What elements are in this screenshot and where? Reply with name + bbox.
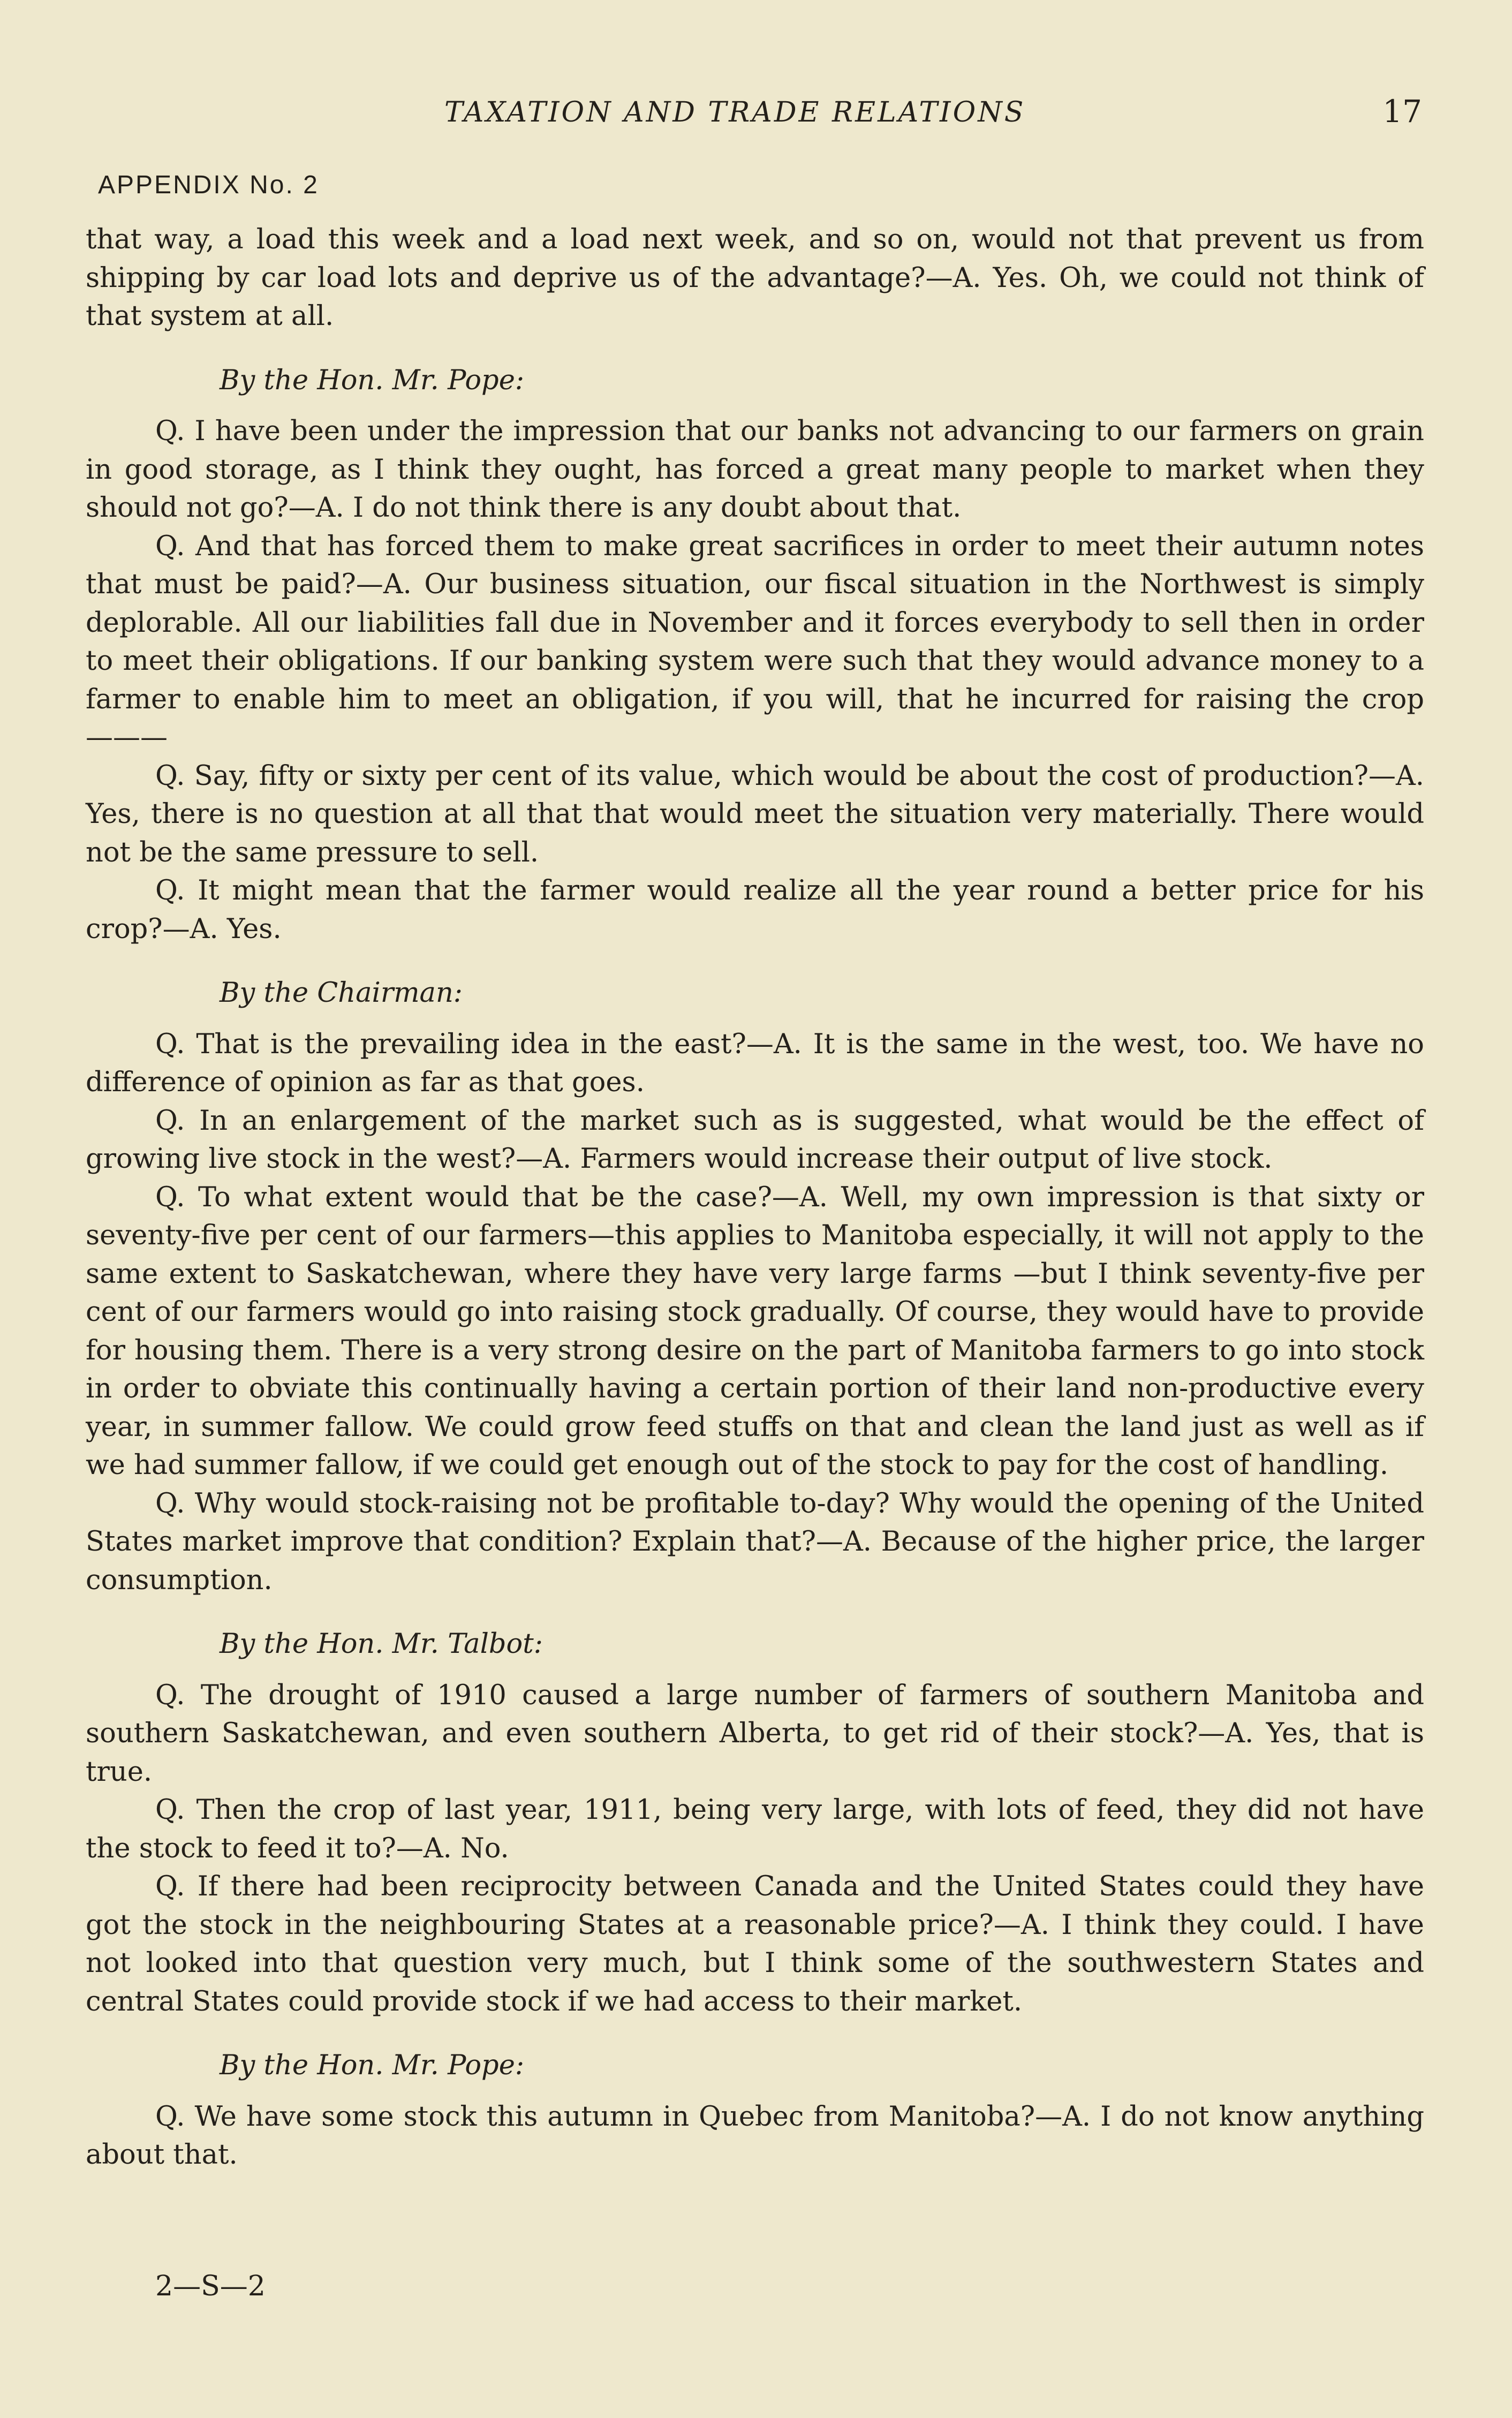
speaker-heading: By the Hon. Mr. Pope: bbox=[220, 2050, 525, 2081]
question-paragraph: Q. The drought of 1910 caused a large number of farmers of southern Manitoba and southern Saskatchewan, and even southern Alberta, to get rid of their stock?—A. Yes, that is true. bbox=[86, 1679, 1424, 1788]
continuation-paragraph: that way, a load this week and a load next week, and so on, would not that prevent us from shipping by car load lots and deprive us of the advantage?—A. Yes. Oh, we could not think of that system at all. bbox=[86, 224, 1424, 332]
running-head bbox=[0, 93, 1512, 134]
question-paragraph: Q. That is the prevailing idea in the east?—A. It is the same in the west, too. We have no difference of opinion as far as that goes. bbox=[86, 1028, 1424, 1098]
question-paragraph: Q. In an enlargement of the market such as is suggested, what would be the effect of growing live stock in the west?—A. Farmers would increase their output of live stock. bbox=[86, 1105, 1424, 1175]
page-number: 17 bbox=[1382, 93, 1422, 130]
body-text bbox=[86, 221, 1424, 2174]
question-paragraph: Q. I have been under the impression that our banks not advancing to our farmers on grain in good storage, as I think they ought, has forced a great many people to market when they should not go?—A. I do not think there is any doubt about that. bbox=[86, 415, 1424, 524]
appendix-label: APPENDIX No. 2 bbox=[98, 171, 319, 199]
question-paragraph: Q. To what extent would that be the case?—A. Well, my own impression is that sixty or seventy-five per cent of our farmers—this applies to Manitoba especially, it will not apply to the same extent to Saskatchewan, where they have very large farms —but I think seventy-five per cent of our farmers would go into raising stock gradually. Of course, they would have to provide for housing them. There is a very strong desire on the part of Manitoba farmers to go into stock in order to obviate this continually having a certain portion of their land non-productive every year, in summer fallow. We could grow feed stuffs on that and clean the land just as well as if we had summer fallow, if we could get enough out of the stock to pay for the cost of handling. bbox=[86, 1181, 1424, 1481]
question-paragraph: Q. Say, fifty or sixty per cent of its value, which would be about the cost of production?—A. Yes, there is no question at all that that would meet the situation very materially. There would not be the same pressure to sell. bbox=[86, 760, 1424, 868]
signature-mark: 2—S—2 bbox=[155, 2270, 266, 2302]
question-paragraph: Q. It might mean that the farmer would realize all the year round a better price for his crop?—A. Yes. bbox=[86, 875, 1424, 945]
question-paragraph: Q. And that has forced them to make great sacrifices in order to meet their autumn notes that must be paid?—A. Our business situation, our fiscal situation in the Northwest is simply deplorable. All our liabilities fall due in November and it forces everybody to sell then in order to meet their obligations. If our banking system were such that they would advance money to a farmer to enable him to meet an obligation, if you will, that he incurred for raising the crop——— bbox=[86, 530, 1424, 753]
running-title: TAXATION AND TRADE RELATIONS bbox=[444, 96, 1026, 129]
speaker-heading: By the Chairman: bbox=[220, 977, 463, 1009]
question-paragraph: Q. If there had been reciprocity between Canada and the United States could they have got the stock in the neighbouring States at a reasonable price?—A. I think they could. I have not looked into that question very much, but I think some of the southwestern States and central States could provide stock if we had access to their market. bbox=[86, 1871, 1424, 2017]
speaker-heading: By the Hon. Mr. Talbot: bbox=[220, 1628, 543, 1660]
question-paragraph: Q. We have some stock this autumn in Quebec from Manitoba?—A. I do not know anything about that. bbox=[86, 2100, 1424, 2171]
question-paragraph: Q. Why would stock-raising not be profitable to-day? Why would the opening of the United States market improve that condition? Explain that?—A. Because of the higher price, the larger consumption. bbox=[86, 1487, 1424, 1596]
question-paragraph: Q. Then the crop of last year, 1911, being very large, with lots of feed, they did not have the stock to feed it to?—A. No. bbox=[86, 1794, 1424, 1864]
speaker-heading: By the Hon. Mr. Pope: bbox=[220, 364, 525, 396]
